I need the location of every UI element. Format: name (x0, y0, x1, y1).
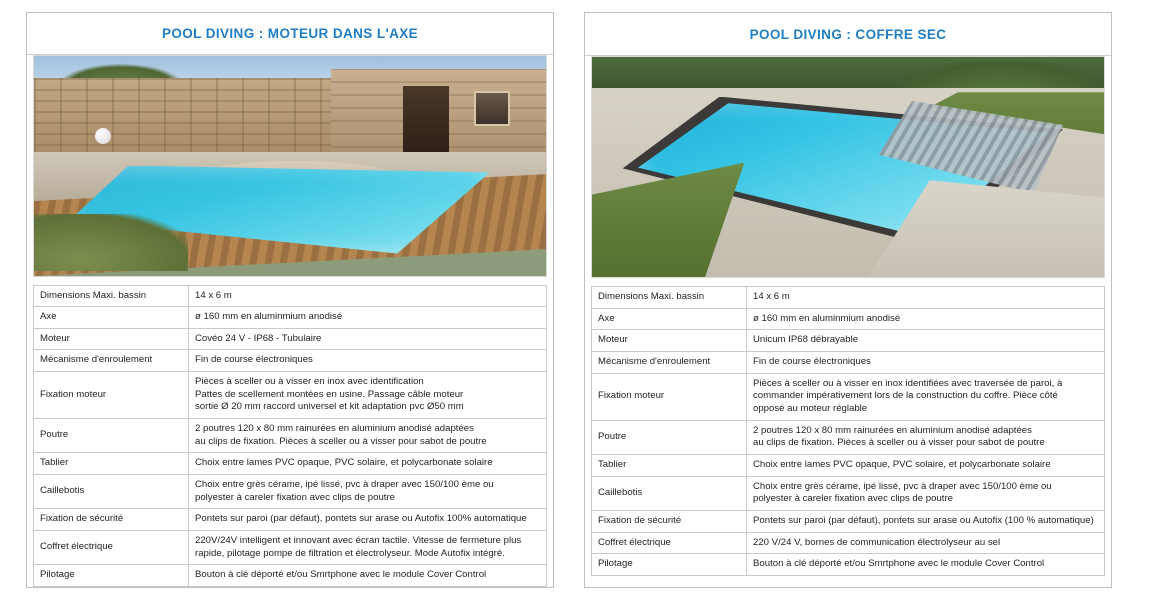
spec-value (189, 509, 547, 531)
ornamental-grass (34, 214, 188, 271)
card-header (585, 13, 1111, 56)
spec-value (189, 531, 547, 565)
spec-label: Dimensions Maxi. bassin (592, 287, 747, 309)
spec-value-line: Pièces à sceller ou à visser en inox identifiées avec traversée de paroi, à (753, 377, 1063, 389)
spec-value-line: Pontets sur paroi (par défaut), pontets sur arase ou Autofix (100 % automatique) (753, 514, 1094, 526)
table-row (34, 565, 547, 587)
house-door (403, 86, 449, 152)
table-row (592, 510, 1105, 532)
spec-value-line: opposé au moteur réglable (753, 402, 868, 414)
spec-value-line: 14 x 6 m (195, 289, 232, 301)
table-row (34, 372, 547, 419)
spec-value-line: 2 poutres 120 x 80 mm rainurées en aluminium anodisé adaptées (195, 423, 474, 435)
table-row (34, 419, 547, 453)
spec-label: Axe (592, 308, 747, 330)
table-row (592, 476, 1105, 510)
spec-value-line: Unicum IP68 débrayable (753, 334, 859, 346)
table-row (34, 453, 547, 475)
spec-label: Fixation moteur (592, 373, 747, 420)
product-card-moteur-dans-laxe (26, 12, 554, 588)
spec-label: Moteur (34, 328, 189, 350)
spec-value-line: Pattes de scellement montées en usine. Passage câble moteur (195, 388, 464, 400)
spec-value-line: Choix entre lames PVC opaque, PVC solaire, et polycarbonate solaire (195, 457, 493, 469)
card-title: POOL DIVING : COFFRE SEC (749, 26, 947, 42)
spec-label: Caillebotis (34, 475, 189, 509)
product-card-coffre-sec (584, 12, 1112, 588)
spec-value-line: polyester à careler fixation avec clips de poutre (195, 491, 395, 503)
table-row (592, 330, 1105, 352)
spec-value (189, 285, 547, 307)
spec-value (747, 420, 1105, 454)
spec-label: Pilotage (34, 565, 189, 587)
spec-value-line: Choix entre grès cérame, ipé lissé, pvc à draper avec 150/100 ème ou (753, 480, 1052, 492)
spec-value-line: ø 160 mm en aluminmium anodisé (753, 312, 901, 324)
spec-value-line: rapide, pilotage pompe de filtration et électrolyseur. Mode Autofix intégré. (195, 547, 505, 559)
table-row (34, 531, 547, 565)
spec-value (747, 308, 1105, 330)
pool-photo-moteur-dans-laxe (33, 55, 547, 277)
spec-value-line: Covéo 24 V - IP68 - Tubulaire (195, 332, 322, 344)
spec-value (747, 454, 1105, 476)
table-row (592, 287, 1105, 309)
spec-label: Coffret électrique (34, 531, 189, 565)
spec-value (189, 453, 547, 475)
spec-value-line: Choix entre grès cérame, ipé lissé, pvc à draper avec 150/100 ème ou (195, 479, 494, 491)
spec-value (189, 372, 547, 419)
spec-label: Axe (34, 307, 189, 329)
table-row (34, 475, 547, 509)
spec-label: Tablier (592, 454, 747, 476)
spec-value-line: ø 160 mm en aluminmium anodisé (195, 311, 343, 323)
spec-value-line: Pièces à sceller ou à visser en inox avec identification (195, 376, 424, 388)
spec-value-line: commander impérativement lors de la construction du coffre. Pièce côté (753, 390, 1058, 402)
spec-label: Dimensions Maxi. bassin (34, 285, 189, 307)
table-row (592, 308, 1105, 330)
spec-value (747, 330, 1105, 352)
spec-value (747, 510, 1105, 532)
spec-value (747, 476, 1105, 510)
spec-label: Fixation de sécurité (592, 510, 747, 532)
spec-value-line: polyester à careler fixation avec clips de poutre (753, 493, 953, 505)
spec-value-line: 2 poutres 120 x 80 mm rainurées en aluminium anodisé adaptées (753, 424, 1032, 436)
spec-label: Poutre (592, 420, 747, 454)
spec-value (189, 350, 547, 372)
spec-value-line: Bouton à clé déporté et/ou Smrtphone avec le module Cover Control (753, 558, 1045, 570)
table-row (34, 307, 547, 329)
spec-label: Caillebotis (592, 476, 747, 510)
card-title: POOL DIVING : MOTEUR DANS L'AXE (161, 25, 419, 41)
house-window (474, 91, 510, 126)
table-row (592, 420, 1105, 454)
spec-value-line: Fin de course électroniques (195, 354, 313, 366)
table-row (34, 285, 547, 307)
spec-label: Mécanisme d'enroulement (34, 350, 189, 372)
spec-value-line: Fin de course électroniques (753, 355, 871, 367)
table-row (592, 454, 1105, 476)
spec-label: Coffret électrique (592, 532, 747, 554)
card-header (27, 13, 553, 55)
spec-value (189, 565, 547, 587)
spec-value (189, 328, 547, 350)
spec-value-line: sortie Ø 20 mm raccord universel et kit adaptation pvc Ø50 mm (195, 401, 464, 413)
photo-container (27, 55, 553, 277)
spec-value (747, 373, 1105, 420)
spec-value (189, 475, 547, 509)
spec-value (189, 419, 547, 453)
spec-table-1 (33, 285, 547, 588)
spec-value-line: Pontets sur paroi (par défaut), pontets sur arase ou Autofix 100% automatique (195, 513, 527, 525)
table-row (592, 532, 1105, 554)
spec-value (747, 554, 1105, 576)
spec-value-line: au clips de fixation. Pièces à sceller ou à visser pour sabot de poutre (195, 435, 487, 447)
table-row (592, 373, 1105, 420)
table-row (34, 350, 547, 372)
spec-value-line: 220 V/24 V, bornes de communication électrolyseur au sel (753, 536, 1001, 548)
spec-value-line: Choix entre lames PVC opaque, PVC solaire, et polycarbonate solaire (753, 458, 1051, 470)
spec-label: Poutre (34, 419, 189, 453)
table-row (34, 328, 547, 350)
spec-value (747, 532, 1105, 554)
table-row (592, 351, 1105, 373)
spec-label: Mécanisme d'enroulement (592, 351, 747, 373)
spec-label: Pilotage (592, 554, 747, 576)
stone-wall (34, 78, 351, 157)
spec-value-line: 220V/24V intelligent et innovant avec écran tactile. Vitesse de fermeture plus (195, 535, 522, 547)
table-row (34, 509, 547, 531)
spec-value-line: Bouton à clé déporté et/ou Smrtphone avec le module Cover Control (195, 569, 487, 581)
spec-value-line: 14 x 6 m (753, 291, 790, 302)
spec-value-line: au clips de fixation. Pièces à sceller ou à visser pour sabot de poutre (753, 437, 1045, 449)
photo-container (585, 56, 1111, 278)
table-row (592, 554, 1105, 576)
pool-photo-coffre-sec (591, 56, 1105, 278)
spec-table-2 (591, 286, 1105, 576)
spec-value (747, 351, 1105, 373)
spec-value (747, 287, 1105, 309)
spec-label: Tablier (34, 453, 189, 475)
spec-label: Fixation de sécurité (34, 509, 189, 531)
spec-label: Moteur (592, 330, 747, 352)
spec-label: Fixation moteur (34, 372, 189, 419)
spec-value (189, 307, 547, 329)
